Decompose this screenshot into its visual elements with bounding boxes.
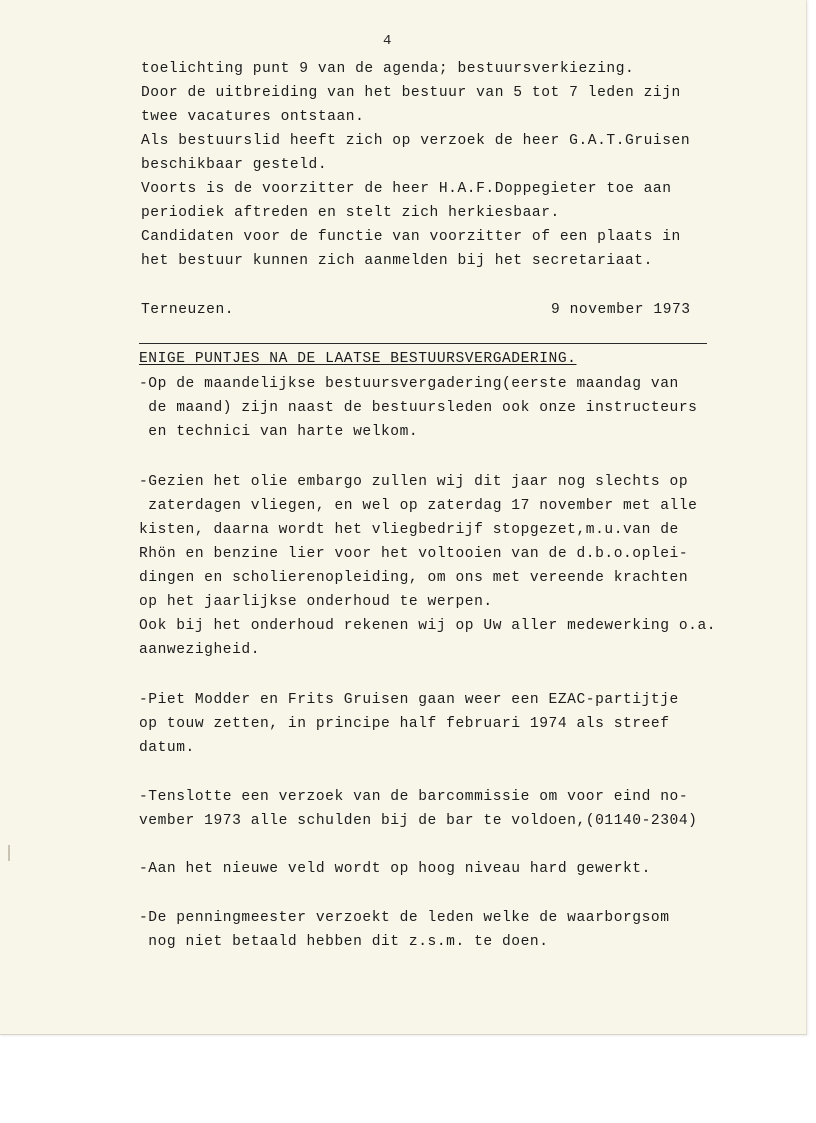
agenda-line: toelichting punt 9 van de agenda; bestuursverkiezing. [141, 61, 635, 77]
item-line: Rhön en benzine lier voor het voltooien van de d.b.o.oplei- [139, 546, 689, 562]
item-line: -Gezien het olie embargo zullen wij dit jaar nog slechts op [139, 474, 689, 490]
item-line: -Piet Modder en Frits Gruisen gaan weer een EZAC-partijtje [139, 692, 679, 708]
agenda-line: twee vacatures ontstaan. [141, 109, 365, 125]
agenda-line: Door de uitbreiding van het bestuur van 5 tot 7 leden zijn [141, 85, 681, 101]
item-line: -Aan het nieuwe veld wordt op hoog niveau hard gewerkt. [139, 861, 651, 877]
date: 9 november 1973 [551, 302, 691, 318]
item-line: op het jaarlijkse onderhoud te werpen. [139, 594, 493, 610]
page-number: 4 [383, 33, 392, 49]
agenda-line: het bestuur kunnen zich aanmelden bij het secretariaat. [141, 253, 653, 269]
item-line: nog niet betaald hebben dit z.s.m. te doen. [139, 934, 549, 950]
item-line: en technici van harte welkom. [139, 424, 419, 440]
section-heading: ENIGE PUNTJES NA DE LAATSE BESTUURSVERGADERING. [139, 351, 577, 367]
item-line: dingen en scholierenopleiding, om ons met vereende krachten [139, 570, 689, 586]
item-line: datum. [139, 740, 195, 756]
agenda-line: Als bestuurslid heeft zich op verzoek de heer G.A.T.Gruisen [141, 133, 691, 149]
agenda-line: beschikbaar gesteld. [141, 157, 328, 173]
item-line: op touw zetten, in principe half februari 1974 als streef [139, 716, 670, 732]
item-line: kisten, daarna wordt het vliegbedrijf stopgezet,m.u.van de [139, 522, 679, 538]
agenda-line: periodiek aftreden en stelt zich herkiesbaar. [141, 205, 560, 221]
item-line: Ook bij het onderhoud rekenen wij op Uw aller medewerking o.a. [139, 618, 717, 634]
item-line: -Tenslotte een verzoek van de barcommissie om voor eind no- [139, 789, 689, 805]
item-line: -Op de maandelijkse bestuursvergadering(eerste maandag van [139, 376, 679, 392]
item-line: aanwezigheid. [139, 642, 260, 658]
item-line: zaterdagen vliegen, en wel op zaterdag 17 november met alle [139, 498, 698, 514]
agenda-line: Voorts is de voorzitter de heer H.A.F.Doppegieter toe aan [141, 181, 672, 197]
divider [139, 343, 707, 344]
item-line: -De penningmeester verzoekt de leden welke de waarborgsom [139, 910, 670, 926]
agenda-line: Candidaten voor de functie van voorzitter of een plaats in [141, 229, 681, 245]
place: Terneuzen. [141, 302, 235, 318]
item-line: de maand) zijn naast de bestuursleden ook onze instructeurs [139, 400, 698, 416]
item-line: vember 1973 alle schulden bij de bar te voldoen,(01140-2304) [139, 813, 698, 829]
scan-mark [8, 845, 10, 861]
